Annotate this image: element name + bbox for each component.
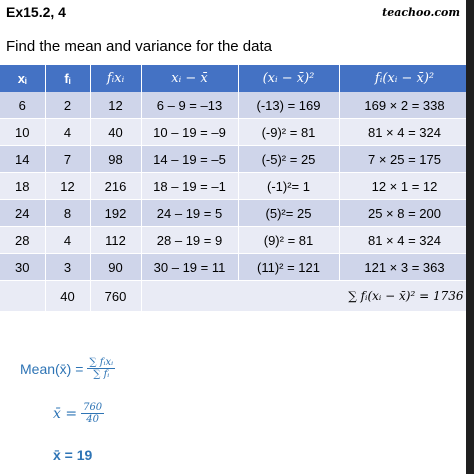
cell-deviation-squared: (-1)²= 1: [238, 173, 339, 200]
cell-fi: 12: [45, 173, 90, 200]
cell-fixi: 216: [90, 173, 141, 200]
xbar-computation: [53, 402, 104, 425]
cell-deviation-squared: (-5)² = 25: [238, 146, 339, 173]
cell-deviation: 24 – 19 = 5: [141, 200, 238, 227]
xbar-denominator: 40: [86, 414, 99, 425]
mean-result: x̄ = 19: [53, 447, 93, 463]
cell-deviation-squared: (9)² = 81: [238, 227, 339, 254]
cell-xi: 24: [0, 200, 45, 227]
totals-row: [0, 281, 470, 312]
cell-weighted-squared: 169 × 2 = 338: [339, 92, 470, 119]
frequency-table: [0, 65, 471, 312]
table-row: [0, 173, 470, 200]
table-row: [0, 119, 470, 146]
mean-formula: [20, 357, 115, 380]
cell-fi: 8: [45, 200, 90, 227]
total-fixi: 760: [90, 281, 141, 312]
cell-deviation-squared: (-9)² = 81: [238, 119, 339, 146]
cell-deviation-squared: (11)² = 121: [238, 254, 339, 281]
cell-total-blank: [0, 281, 45, 312]
table-header-row: [0, 65, 470, 92]
header-fixi: fᵢxᵢ: [90, 65, 141, 92]
cell-deviation: 30 – 19 = 11: [141, 254, 238, 281]
cell-fi: 4: [45, 119, 90, 146]
cell-weighted-squared: 25 × 8 = 200: [339, 200, 470, 227]
cell-xi: 18: [0, 173, 45, 200]
cell-weighted-squared: 12 × 1 = 12: [339, 173, 470, 200]
cell-weighted-squared: 81 × 4 = 324: [339, 119, 470, 146]
cell-weighted-squared: 121 × 3 = 363: [339, 254, 470, 281]
cell-deviation: 10 – 19 = –9: [141, 119, 238, 146]
cell-fi: 3: [45, 254, 90, 281]
xbar-fraction: [81, 402, 104, 425]
cell-fixi: 112: [90, 227, 141, 254]
table-row: [0, 200, 470, 227]
cell-deviation: 28 – 19 = 9: [141, 227, 238, 254]
cell-fixi: 12: [90, 92, 141, 119]
total-frequency: 40: [45, 281, 90, 312]
xbar-numerator: 760: [83, 402, 103, 413]
mean-fraction: [87, 357, 115, 380]
question-text: Find the mean and variance for the data: [6, 38, 273, 55]
cell-fixi: 40: [90, 119, 141, 146]
mean-label: Mean(x̄) =: [20, 360, 84, 377]
cell-xi: 30: [0, 254, 45, 281]
cell-fixi: 98: [90, 146, 141, 173]
cell-fixi: 192: [90, 200, 141, 227]
header-xi: xᵢ: [0, 65, 45, 92]
table-row: [0, 227, 470, 254]
table-row: [0, 92, 470, 119]
mean-numerator: ∑ fᵢxᵢ: [89, 357, 114, 368]
header-deviation-squared: (xᵢ − x̄)²: [238, 65, 339, 92]
brand-logo: teachoo.com: [382, 6, 460, 19]
cell-deviation: 14 – 19 = –5: [141, 146, 238, 173]
cell-deviation-squared: (-13) = 169: [238, 92, 339, 119]
cell-fi: 2: [45, 92, 90, 119]
table-row: [0, 146, 470, 173]
header-deviation: xᵢ − x̄: [141, 65, 238, 92]
xbar-label: x̄ =: [53, 405, 78, 422]
scrollbar-strip[interactable]: [466, 0, 474, 474]
cell-weighted-squared: 81 × 4 = 324: [339, 227, 470, 254]
exercise-title: Ex15.2, 4: [6, 4, 66, 20]
cell-deviation-squared: (5)²= 25: [238, 200, 339, 227]
header-weighted-squared: fᵢ(xᵢ − x̄)²: [339, 65, 470, 92]
total-weighted-squared: ∑ fᵢ(xᵢ − x̄)² = 1736: [141, 281, 470, 312]
cell-xi: 6: [0, 92, 45, 119]
cell-fi: 4: [45, 227, 90, 254]
cell-xi: 14: [0, 146, 45, 173]
mean-denominator: ∑ fᵢ: [93, 369, 110, 380]
cell-fixi: 90: [90, 254, 141, 281]
cell-fi: 7: [45, 146, 90, 173]
cell-xi: 10: [0, 119, 45, 146]
cell-deviation: 6 – 9 = –13: [141, 92, 238, 119]
cell-deviation: 18 – 19 = –1: [141, 173, 238, 200]
header-fi: fᵢ: [45, 65, 90, 92]
table-row: [0, 254, 470, 281]
cell-xi: 28: [0, 227, 45, 254]
cell-weighted-squared: 7 × 25 = 175: [339, 146, 470, 173]
